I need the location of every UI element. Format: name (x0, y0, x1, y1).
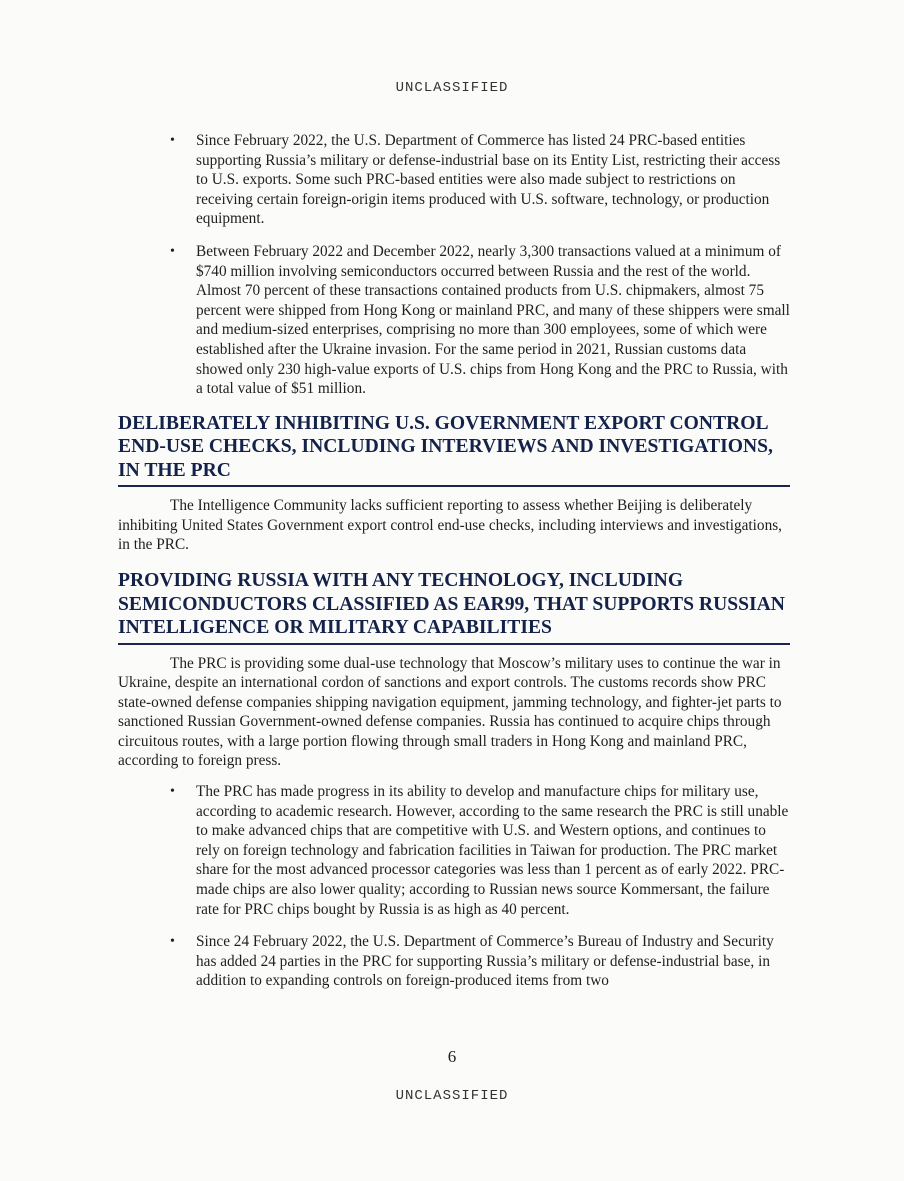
section-heading: DELIBERATELY INHIBITING U.S. GOVERNMENT EXPORT CONTROL END-USE CHECKS, INCLUDING INTERVIEWS AND INVESTIGATIONS, IN THE PRC (118, 412, 790, 488)
section-paragraph: The PRC is providing some dual-use technology that Moscow’s military uses to continue the war in Ukraine, despite an international cordon of sanctions and export controls. The customs records show PRC state-owned defense companies shipping navigation equipment, jamming technology, and fighter-jet parts to sanctioned Russian Government-owned defense companies. Russia has continued to acquire chips through circuitous routes, with a large portion flowing through small traders in Hong Kong and mainland PRC, according to foreign press. (118, 654, 782, 770)
bullet-dot-icon: • (170, 243, 175, 259)
bullet-item (118, 131, 790, 229)
bullet-item (118, 782, 790, 919)
page-content (118, 131, 790, 1004)
bullet-dot-icon: • (170, 934, 175, 950)
intro-bullet-list (118, 131, 790, 399)
section-bullet-list (118, 782, 790, 991)
section-heading: PROVIDING RUSSIA WITH ANY TECHNOLOGY, INCLUDING SEMICONDUCTORS CLASSIFIED AS EAR99, THAT SUPPORTS RUSSIAN INTELLIGENCE OR MILITARY CAPABILITIES (118, 569, 790, 645)
page-number: 6 (447, 1047, 457, 1066)
bullet-text: Since 24 February 2022, the U.S. Department of Commerce’s Bureau of Industry and Security has added 24 parties in the PRC for supporting Russia’s military or defense-industrial base, in addition to expanding controls on foreign-produced items from two (196, 933, 774, 990)
classification-marking-top: UNCLASSIFIED (395, 80, 509, 96)
classification-marking-bottom: UNCLASSIFIED (395, 1088, 509, 1104)
bullet-dot-icon: • (170, 133, 175, 148)
bullet-item (118, 932, 790, 991)
section-paragraph: The Intelligence Community lacks sufficient reporting to assess whether Beijing is deliberately inhibiting United States Government export control end-use checks, including interviews and investigations, in the PRC. (118, 497, 783, 554)
bullet-text: The PRC has made progress in its ability to develop and manufacture chips for military use, according to academic research. However, according to the same research the PRC is still unable to make advanced chips that are competitive with U.S. and Western options, and continues to rely on foreign technology and fabrication facilities in Taiwan for production. The PRC market share for the most advanced processor categories was less than 1 percent as of early 2022. PRC-made chips are also lower quality; according to Russian news source Kommersant, the failure rate for PRC chips bought by Russia is as high as 40 percent. (196, 783, 789, 918)
bullet-text: Since February 2022, the U.S. Department of Commerce has listed 24 PRC-based entities supporting Russia’s military or defense-industrial base on its Entity List, restricting their access to U.S. exports. Some such PRC-based entities were also made subject to restrictions on receiving certain foreign-origin items produced with U.S. software, technology, or production equipment. (196, 132, 781, 228)
bullet-dot-icon: • (170, 784, 175, 800)
bullet-text: Between February 2022 and December 2022, nearly 3,300 transactions valued at a minimum of $740 million involving semiconductors occurred between Russia and the rest of the world. Almost 70 percent of these transactions contained products from U.S. chipmakers, almost 75 percent were shipped from Hong Kong or mainland PRC, and many of these shippers were small and medium-sized enterprises, comprising no more than 300 employees, some of which were established after the Ukraine invasion. For the same period in 2021, Russian customs data showed only 230 high-value exports of U.S. chips from Hong Kong and the PRC to Russia, with a total value of $51 million. (196, 242, 790, 398)
bullet-item (118, 242, 790, 399)
